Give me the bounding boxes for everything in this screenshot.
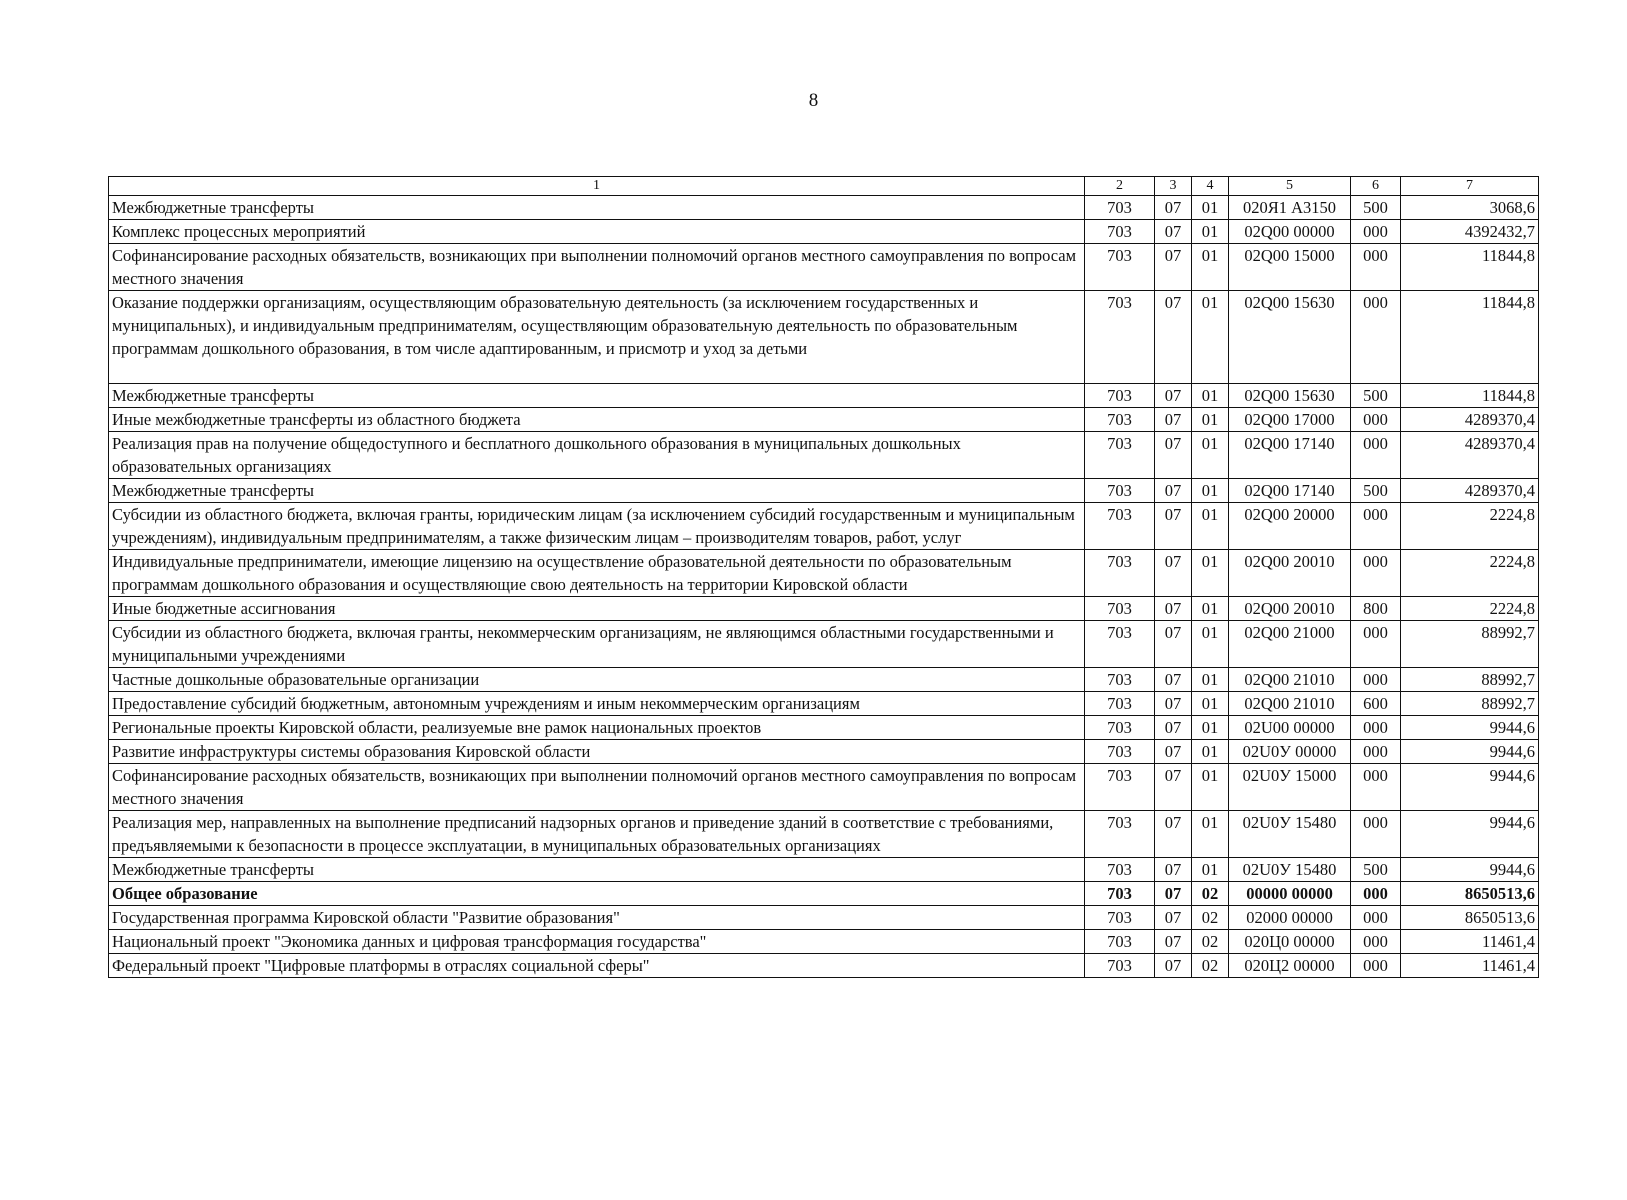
row-ministry-code: 703 [1085,716,1155,740]
row-subsection-code: 01 [1192,291,1229,384]
row-amount: 9944,6 [1401,858,1539,882]
row-ministry-code: 703 [1085,432,1155,479]
table-row [109,550,1539,597]
table-row [109,811,1539,858]
row-amount: 88992,7 [1401,621,1539,668]
table-row [109,291,1539,384]
row-subsection-code: 01 [1192,716,1229,740]
table-row [109,220,1539,244]
row-ministry-code: 703 [1085,384,1155,408]
row-ministry-code: 703 [1085,954,1155,978]
row-section-code: 07 [1155,384,1192,408]
table-row [109,597,1539,621]
row-amount: 2224,8 [1401,597,1539,621]
row-target-code: 02U0У 15480 [1229,858,1351,882]
row-name: Софинансирование расходных обязательств, возникающих при выполнении полномочий органов местного самоуправления по вопросам местного значения [109,764,1085,811]
row-section-code: 07 [1155,621,1192,668]
row-section-code: 07 [1155,811,1192,858]
row-amount: 11844,8 [1401,384,1539,408]
row-subsection-code: 01 [1192,408,1229,432]
row-target-code: 02Q00 15630 [1229,291,1351,384]
row-name: Межбюджетные трансферты [109,858,1085,882]
row-expense-type: 000 [1351,503,1401,550]
row-ministry-code: 703 [1085,196,1155,220]
row-amount: 4289370,4 [1401,479,1539,503]
row-amount: 8650513,6 [1401,906,1539,930]
row-section-code: 07 [1155,954,1192,978]
row-amount: 2224,8 [1401,503,1539,550]
row-amount: 4392432,7 [1401,220,1539,244]
row-ministry-code: 703 [1085,621,1155,668]
row-name: Иные межбюджетные трансферты из областного бюджета [109,408,1085,432]
row-target-code: 02Q00 20010 [1229,597,1351,621]
row-subsection-code: 01 [1192,811,1229,858]
row-amount: 9944,6 [1401,716,1539,740]
row-target-code: 02U0У 15480 [1229,811,1351,858]
row-section-code: 07 [1155,408,1192,432]
row-section-code: 07 [1155,906,1192,930]
row-subsection-code: 01 [1192,692,1229,716]
row-expense-type: 000 [1351,811,1401,858]
row-subsection-code: 02 [1192,930,1229,954]
row-ministry-code: 703 [1085,291,1155,384]
row-subsection-code: 01 [1192,858,1229,882]
row-section-code: 07 [1155,291,1192,384]
row-ministry-code: 703 [1085,740,1155,764]
row-amount: 88992,7 [1401,692,1539,716]
row-section-code: 07 [1155,196,1192,220]
table-row [109,432,1539,479]
table-row [109,764,1539,811]
column-header-1: 1 [109,177,1085,196]
row-expense-type: 000 [1351,764,1401,811]
row-target-code: 020Я1 А3150 [1229,196,1351,220]
row-name: Предоставление субсидий бюджетным, автономным учреждениям и иным некоммерческим организациям [109,692,1085,716]
row-name: Региональные проекты Кировской области, реализуемые вне рамок национальных проектов [109,716,1085,740]
row-ministry-code: 703 [1085,906,1155,930]
row-section-code: 07 [1155,930,1192,954]
row-expense-type: 000 [1351,740,1401,764]
row-ministry-code: 703 [1085,550,1155,597]
row-section-code: 07 [1155,882,1192,906]
row-amount: 11844,8 [1401,244,1539,291]
row-amount: 9944,6 [1401,740,1539,764]
row-expense-type: 000 [1351,668,1401,692]
row-expense-type: 000 [1351,244,1401,291]
row-expense-type: 000 [1351,954,1401,978]
row-target-code: 00000 00000 [1229,882,1351,906]
row-name: Межбюджетные трансферты [109,479,1085,503]
row-expense-type: 500 [1351,858,1401,882]
row-section-code: 07 [1155,220,1192,244]
row-name: Государственная программа Кировской области "Развитие образования" [109,906,1085,930]
row-expense-type: 000 [1351,930,1401,954]
table-row [109,479,1539,503]
table-row [109,384,1539,408]
row-section-code: 07 [1155,597,1192,621]
row-expense-type: 500 [1351,479,1401,503]
row-name: Иные бюджетные ассигнования [109,597,1085,621]
row-amount: 9944,6 [1401,811,1539,858]
column-header-3: 3 [1155,177,1192,196]
table-row [109,503,1539,550]
row-subsection-code: 01 [1192,384,1229,408]
row-target-code: 02U0У 00000 [1229,740,1351,764]
row-name: Реализация мер, направленных на выполнение предписаний надзорных органов и приведение зданий в соответствие с требованиями, предъявляемыми к безопасности в процессе эксплуатации, в муниципальных образовательных организациях [109,811,1085,858]
row-ministry-code: 703 [1085,882,1155,906]
row-expense-type: 600 [1351,692,1401,716]
row-section-code: 07 [1155,764,1192,811]
row-ministry-code: 703 [1085,668,1155,692]
row-subsection-code: 01 [1192,597,1229,621]
table-row [109,621,1539,668]
row-section-code: 07 [1155,550,1192,597]
row-ministry-code: 703 [1085,479,1155,503]
row-ministry-code: 703 [1085,597,1155,621]
row-target-code: 02Q00 21010 [1229,668,1351,692]
row-name: Частные дошкольные образовательные организации [109,668,1085,692]
row-target-code: 02000 00000 [1229,906,1351,930]
row-subsection-code: 01 [1192,479,1229,503]
row-target-code: 02Q00 20010 [1229,550,1351,597]
table-row-section-total [109,882,1539,906]
row-section-code: 07 [1155,858,1192,882]
row-target-code: 02Q00 20000 [1229,503,1351,550]
row-amount: 2224,8 [1401,550,1539,597]
row-subsection-code: 01 [1192,764,1229,811]
row-expense-type: 000 [1351,621,1401,668]
row-amount: 11844,8 [1401,291,1539,384]
row-target-code: 020Ц2 00000 [1229,954,1351,978]
row-expense-type: 000 [1351,220,1401,244]
row-subsection-code: 01 [1192,550,1229,597]
column-header-5: 5 [1229,177,1351,196]
row-amount: 4289370,4 [1401,408,1539,432]
row-ministry-code: 703 [1085,811,1155,858]
row-name: Национальный проект "Экономика данных и цифровая трансформация государства" [109,930,1085,954]
row-name: Межбюджетные трансферты [109,384,1085,408]
table-header-row [109,177,1539,196]
row-amount: 4289370,4 [1401,432,1539,479]
column-header-6: 6 [1351,177,1401,196]
row-target-code: 02Q00 00000 [1229,220,1351,244]
column-header-2: 2 [1085,177,1155,196]
row-ministry-code: 703 [1085,858,1155,882]
row-section-code: 07 [1155,244,1192,291]
row-expense-type: 000 [1351,716,1401,740]
row-section-code: 07 [1155,479,1192,503]
row-amount: 3068,6 [1401,196,1539,220]
row-amount: 11461,4 [1401,930,1539,954]
row-section-code: 07 [1155,432,1192,479]
row-ministry-code: 703 [1085,930,1155,954]
table-row [109,668,1539,692]
row-section-code: 07 [1155,692,1192,716]
row-target-code: 02Q00 15630 [1229,384,1351,408]
row-subsection-code: 02 [1192,882,1229,906]
column-header-7: 7 [1401,177,1539,196]
row-amount: 11461,4 [1401,954,1539,978]
row-subsection-code: 01 [1192,196,1229,220]
row-subsection-code: 02 [1192,906,1229,930]
row-subsection-code: 01 [1192,432,1229,479]
row-ministry-code: 703 [1085,244,1155,291]
table-row [109,692,1539,716]
row-amount: 9944,6 [1401,764,1539,811]
row-subsection-code: 02 [1192,954,1229,978]
row-name: Федеральный проект "Цифровые платформы в отраслях социальной сферы" [109,954,1085,978]
row-expense-type: 000 [1351,882,1401,906]
row-target-code: 02U00 00000 [1229,716,1351,740]
row-name: Субсидии из областного бюджета, включая гранты, юридическим лицам (за исключением субсидий государственным и муниципальным учреждениям), индивидуальным предпринимателям, а также физическим лицам – производителям товаров, работ, услуг [109,503,1085,550]
row-target-code: 02Q00 17140 [1229,432,1351,479]
row-ministry-code: 703 [1085,692,1155,716]
budget-table [108,176,1539,978]
row-expense-type: 000 [1351,550,1401,597]
row-name: Оказание поддержки организациям, осуществляющим образовательную деятельность (за исключением государственных и муниципальных), и индивидуальным предпринимателям, осуществляющим образовательную деятельность по образовательным программам дошкольного образования, в том числе адаптированным, и присмотр и уход за детьми [109,291,1085,384]
row-ministry-code: 703 [1085,408,1155,432]
row-section-code: 07 [1155,668,1192,692]
table-row [109,858,1539,882]
row-target-code: 020Ц0 00000 [1229,930,1351,954]
row-subsection-code: 01 [1192,244,1229,291]
row-name: Межбюджетные трансферты [109,196,1085,220]
row-expense-type: 500 [1351,384,1401,408]
row-expense-type: 800 [1351,597,1401,621]
table-row [109,740,1539,764]
row-name: Индивидуальные предприниматели, имеющие лицензию на осуществление образовательной деятельности по образовательным программам дошкольного образования и осуществляющие свою деятельность на территории Кировской области [109,550,1085,597]
row-target-code: 02U0У 15000 [1229,764,1351,811]
row-subsection-code: 01 [1192,740,1229,764]
row-subsection-code: 01 [1192,621,1229,668]
row-name: Реализация прав на получение общедоступного и бесплатного дошкольного образования в муниципальных дошкольных образовательных организациях [109,432,1085,479]
row-name: Комплекс процессных мероприятий [109,220,1085,244]
row-ministry-code: 703 [1085,503,1155,550]
row-subsection-code: 01 [1192,220,1229,244]
column-header-4: 4 [1192,177,1229,196]
row-expense-type: 500 [1351,196,1401,220]
row-expense-type: 000 [1351,906,1401,930]
row-section-code: 07 [1155,716,1192,740]
table-row [109,930,1539,954]
row-target-code: 02Q00 21010 [1229,692,1351,716]
table-row [109,196,1539,220]
row-subsection-code: 01 [1192,668,1229,692]
row-target-code: 02Q00 15000 [1229,244,1351,291]
row-amount: 8650513,6 [1401,882,1539,906]
table-row [109,906,1539,930]
row-section-code: 07 [1155,503,1192,550]
row-target-code: 02Q00 17140 [1229,479,1351,503]
row-expense-type: 000 [1351,432,1401,479]
row-target-code: 02Q00 21000 [1229,621,1351,668]
row-section-code: 07 [1155,740,1192,764]
row-name: Субсидии из областного бюджета, включая гранты, некоммерческим организациям, не являющимся областными государственными и муниципальными учреждениями [109,621,1085,668]
page-number: 8 [808,90,819,111]
table-row [109,408,1539,432]
row-expense-type: 000 [1351,408,1401,432]
row-subsection-code: 01 [1192,503,1229,550]
row-name: Общее образование [109,882,1085,906]
table-row [109,244,1539,291]
row-expense-type: 000 [1351,291,1401,384]
row-amount: 88992,7 [1401,668,1539,692]
row-name: Софинансирование расходных обязательств, возникающих при выполнении полномочий органов местного самоуправления по вопросам местного значения [109,244,1085,291]
table-row [109,716,1539,740]
row-ministry-code: 703 [1085,220,1155,244]
row-target-code: 02Q00 17000 [1229,408,1351,432]
row-name: Развитие инфраструктуры системы образования Кировской области [109,740,1085,764]
row-ministry-code: 703 [1085,764,1155,811]
table-row [109,954,1539,978]
